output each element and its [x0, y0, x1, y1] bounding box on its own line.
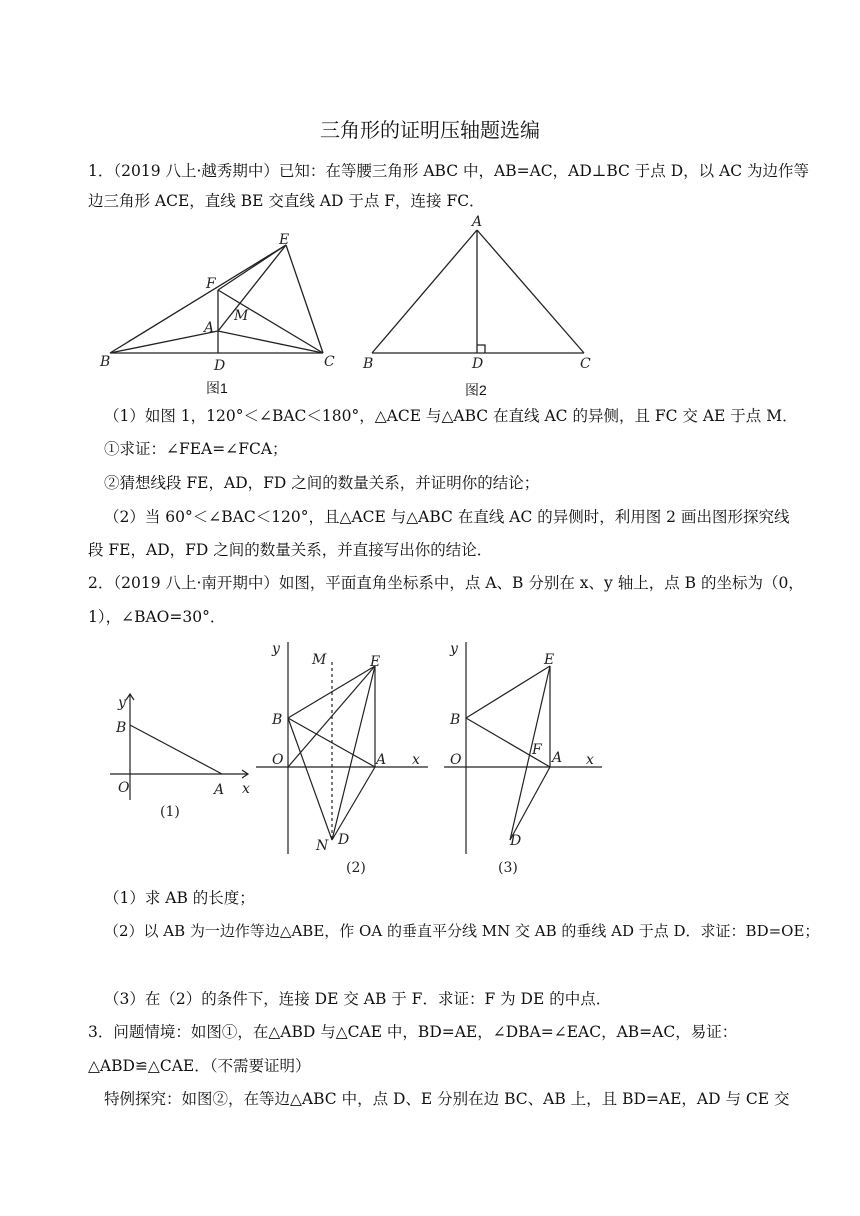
q1-statement-line2: 边三角形 ACE，直线 BE 交直线 AD 于点 F，连接 FC． — [88, 192, 485, 210]
svg-text:y: y — [272, 641, 280, 657]
q1-figure-1 — [90, 220, 360, 400]
svg-text:A: A — [376, 752, 387, 768]
q3-statement-line3: 特例探究：如图②，在等边△ABC 中，点 D、E 分别在边 BC、AB 上，且 BD=AE，AD 与 CE 交 — [104, 1090, 790, 1108]
label-a: A — [204, 320, 215, 336]
q2-figure-1 — [100, 680, 260, 820]
label-f: F — [206, 276, 216, 292]
fig-caption-2: (2) — [346, 860, 366, 876]
svg-text:F: F — [532, 742, 542, 758]
page-title: 三角形的证明压轴题选编 — [320, 118, 540, 142]
label-m: M — [234, 308, 249, 324]
q2-figure-3 — [438, 636, 608, 876]
svg-text:y: y — [118, 695, 126, 711]
svg-text:x: x — [412, 752, 420, 768]
svg-text:A: A — [552, 750, 563, 766]
label-c: C — [580, 356, 591, 372]
svg-text:x: x — [586, 752, 594, 768]
svg-text:D: D — [510, 833, 522, 849]
svg-text:B: B — [116, 720, 127, 736]
svg-text:E: E — [370, 654, 381, 670]
q2-statement-line1: 2．（2019 八上·南开期中）如图，平面直角坐标系中，点 A、B 分别在 x、y 轴上，点 B 的坐标为（0， — [88, 574, 804, 592]
svg-text:O: O — [118, 780, 130, 796]
q2-statement-line2: 1），∠BAO=30°． — [88, 608, 226, 626]
label-b: B — [363, 356, 374, 372]
fig-caption-1: (1) — [160, 804, 180, 820]
svg-text:M: M — [312, 652, 327, 668]
q1-part1-sub1: ①求证：∠FEA=∠FCA； — [104, 440, 288, 458]
q3-statement-line1: 3．问题情境：如图①，在△ABD 与△CAE 中，BD=AE，∠DBA=∠EAC，AB=AC，易证： — [88, 1023, 738, 1041]
svg-text:B: B — [272, 712, 283, 728]
svg-text:y: y — [450, 641, 458, 657]
svg-text:O: O — [272, 752, 284, 768]
svg-text:D: D — [338, 832, 350, 848]
svg-text:x: x — [242, 781, 250, 797]
label-e: E — [279, 232, 290, 248]
q2-part3: （3）在（2）的条件下，连接 DE 交 AB 于 F．求证：F 为 DE 的中点． — [104, 990, 612, 1008]
q1-figure-2 — [360, 212, 600, 392]
q1-part1-sub2: ②猜想线段 FE，AD，FD 之间的数量关系，并证明你的结论； — [104, 474, 540, 492]
fig-caption-3: (3) — [498, 860, 518, 876]
q1-part2-line2: 段 FE，AD，FD 之间的数量关系，并直接写出你的结论． — [88, 541, 493, 559]
q2-part1: （1）求 AB 的长度； — [104, 889, 255, 907]
label-d: D — [214, 358, 226, 374]
q1-part1: （1）如图 1，120°＜∠BAC＜180°，△ACE 与△ABC 在直线 AC 的异侧，且 FC 交 AE 于点 M． — [104, 407, 798, 425]
q1-part2-line1: （2）当 60°＜∠BAC＜120°，且△ACE 与△ABC 在直线 AC 的异侧时，利用图 2 画出图形探究线 — [104, 508, 790, 526]
q2-figure-2 — [250, 636, 440, 876]
svg-text:E: E — [544, 652, 555, 668]
label-d: D — [472, 356, 484, 372]
fig1-caption: 图1 — [206, 380, 228, 396]
svg-text:O: O — [450, 752, 462, 768]
q3-statement-line2: △ABD≌△CAE．（不需要证明） — [88, 1057, 311, 1075]
label-a: A — [472, 214, 483, 230]
svg-text:A: A — [214, 782, 225, 798]
fig2-caption: 图2 — [465, 382, 487, 398]
q2-part2: （2）以 AB 为一边作等边△ABE，作 OA 的垂直平分线 MN 交 AB 的垂线 AD 于点 D．求证：BD=OE； — [104, 922, 820, 940]
label-c: C — [324, 354, 335, 370]
svg-text:N: N — [316, 838, 329, 854]
label-b: B — [100, 354, 111, 370]
svg-text:B: B — [450, 712, 461, 728]
q1-statement-line1: 1．（2019 八上·越秀期中）已知：在等腰三角形 ABC 中，AB=AC，AD⊥BC 于点 D，以 AC 为边作等 — [88, 162, 810, 180]
